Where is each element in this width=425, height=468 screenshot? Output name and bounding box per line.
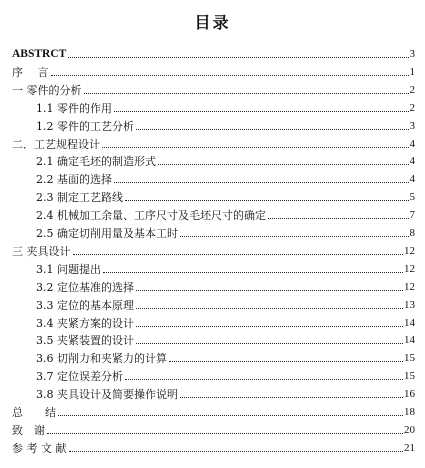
toc-entry[interactable] — [36, 366, 415, 383]
toc-entry-page: 3 — [409, 119, 415, 132]
dot-leader — [125, 200, 409, 201]
toc-entry[interactable] — [36, 313, 415, 330]
toc-entry[interactable] — [36, 187, 415, 204]
toc-entry-label: 二．工艺规程设计 — [12, 137, 100, 151]
dot-leader — [58, 415, 403, 416]
toc-entry-label: ABSTRCT — [12, 48, 67, 60]
toc-entry[interactable] — [36, 295, 415, 312]
toc-entry-label: 三 夹具设计 — [12, 244, 71, 258]
toc-entry-page: 18 — [404, 406, 415, 418]
toc-entry-page: 4 — [409, 155, 415, 168]
toc-entry-page: 7 — [409, 209, 415, 222]
toc-entry-page: 12 — [404, 280, 415, 293]
toc-entry-page: 20 — [404, 423, 415, 436]
toc-entry[interactable] — [12, 44, 415, 61]
toc-entry[interactable] — [12, 62, 415, 79]
toc-entry-page: 14 — [404, 334, 415, 347]
dot-leader — [69, 451, 404, 452]
toc-entry[interactable] — [36, 116, 415, 133]
toc-entry-page: 3 — [409, 48, 415, 60]
toc-entry-label: 3.1 问题提出 — [36, 262, 101, 276]
dot-leader — [268, 218, 409, 219]
toc-entry-label: 参 考 文 献 — [12, 441, 67, 455]
dot-leader — [158, 164, 409, 165]
dot-leader — [125, 379, 403, 380]
toc-entry-page: 15 — [404, 352, 415, 365]
toc-entry-page: 12 — [404, 262, 415, 275]
toc-entry[interactable] — [36, 259, 415, 276]
toc-entry[interactable] — [36, 330, 415, 347]
toc-entry-page: 21 — [404, 441, 415, 454]
toc-entry-page: 8 — [409, 227, 415, 239]
dot-leader — [136, 129, 409, 130]
toc-entry-page: 5 — [409, 191, 415, 204]
toc-entry-label: 3.6 切削力和夹紧力的计算 — [36, 352, 167, 366]
toc-entry[interactable] — [12, 80, 415, 97]
toc-entry-label: 2.5 确定切削用量及基本工时 — [36, 227, 178, 240]
dot-leader — [136, 308, 403, 309]
toc-entry-label: 3.7 定位误差分析 — [36, 370, 123, 384]
toc-entry-label: 2.1 确定毛坯的制造形式 — [36, 155, 156, 169]
toc-entry[interactable] — [36, 384, 415, 401]
toc-entry-page: 2 — [409, 83, 415, 96]
dot-leader — [47, 433, 403, 434]
toc-entry[interactable] — [12, 134, 415, 151]
toc-entry-label: 2.4 机械加工余量、工序尺寸及毛坯尺寸的确定 — [36, 209, 266, 223]
dot-leader — [102, 147, 409, 148]
toc-entry-label: 序 言 — [12, 65, 49, 79]
toc-entry[interactable] — [36, 205, 415, 222]
dot-leader — [180, 236, 409, 237]
page-title: 目录 — [194, 13, 231, 32]
toc-entry-page: 15 — [404, 370, 415, 383]
toc-entry-label: 3.2 定位基准的选择 — [36, 280, 134, 294]
toc-entry[interactable] — [12, 402, 415, 419]
dot-leader — [169, 361, 403, 362]
toc-entry[interactable] — [12, 438, 415, 455]
toc-entry-label: 1.2 零件的工艺分析 — [36, 119, 134, 133]
toc-entry-page: 13 — [404, 298, 415, 311]
toc-entry[interactable] — [36, 223, 415, 240]
dot-leader — [103, 272, 403, 273]
toc-entry[interactable] — [36, 98, 415, 115]
dot-leader — [114, 111, 409, 112]
toc-entry-page: 14 — [404, 316, 415, 329]
toc-entry-label: 3.8 夹具设计及简要操作说明 — [36, 388, 178, 402]
toc-entry[interactable] — [12, 241, 415, 258]
dot-leader — [84, 93, 409, 94]
dot-leader — [136, 326, 403, 327]
toc-entry-page: 12 — [404, 244, 415, 257]
toc-entry[interactable] — [36, 277, 415, 294]
toc-entry-label: 3.5 夹紧装置的设计 — [36, 334, 134, 348]
toc-entry-label: 3.3 定位的基本原理 — [36, 298, 134, 312]
toc-entry-label: 总 结 — [12, 406, 56, 419]
toc-entry-label: 2.2 基面的选择 — [36, 173, 112, 187]
toc-entry-label: 3.4 夹紧方案的设计 — [36, 316, 134, 330]
dot-leader — [73, 254, 404, 255]
toc-entry-label: 1.1 零件的作用 — [36, 101, 112, 115]
toc-entry-label: 一 零件的分析 — [12, 83, 82, 97]
toc-entry-page: 4 — [409, 173, 415, 186]
toc-entry-label: 2.3 制定工艺路线 — [36, 191, 123, 205]
dot-leader — [68, 57, 408, 58]
toc-entry-page: 16 — [404, 388, 415, 401]
dot-leader — [180, 397, 403, 398]
toc-entry-label: 致 谢 — [12, 423, 45, 437]
toc-entry-page: 2 — [409, 101, 415, 114]
toc-entry-page: 1 — [409, 65, 415, 78]
toc-entry[interactable] — [36, 348, 415, 365]
toc-entry[interactable] — [12, 420, 415, 437]
dot-leader — [136, 343, 403, 344]
toc-entry[interactable] — [36, 151, 415, 168]
dot-leader — [114, 182, 409, 183]
toc-entry-page: 4 — [409, 137, 415, 150]
dot-leader — [51, 75, 409, 76]
dot-leader — [136, 290, 403, 291]
toc-entry[interactable] — [36, 169, 415, 186]
